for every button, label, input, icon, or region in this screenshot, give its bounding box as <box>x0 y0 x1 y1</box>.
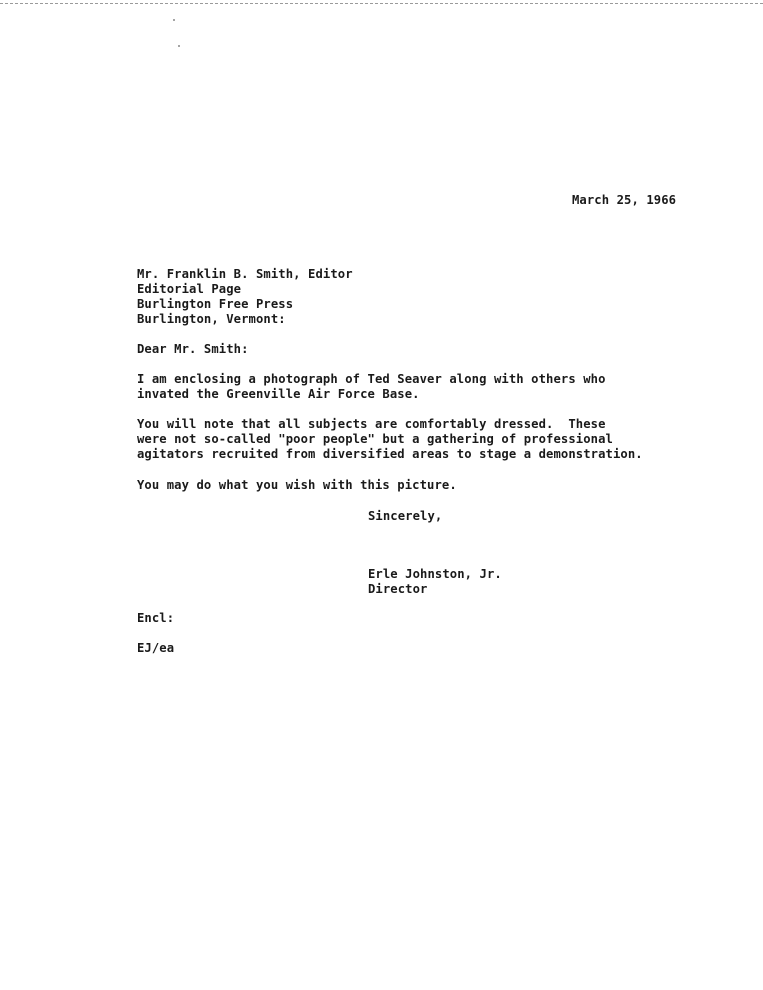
paragraph-1-line-1: I am enclosing a photograph of Ted Seaver along with others who <box>137 372 606 386</box>
letter-date: March 25, 1966 <box>572 193 677 207</box>
reference-initials: EJ/ea <box>137 641 175 655</box>
complimentary-closing: Sincerely, <box>368 509 443 523</box>
paragraph-2-line-1: You will note that all subjects are comfortably dressed. These <box>137 417 606 431</box>
address-line-department: Editorial Page <box>137 282 242 296</box>
enclosure-notation: Encl: <box>137 611 175 625</box>
paper-speck <box>178 45 180 47</box>
address-line-city: Burlington, Vermont: <box>137 312 286 326</box>
address-line-publication: Burlington Free Press <box>137 297 294 311</box>
paragraph-1-line-2: invated the Greenville Air Force Base. <box>137 387 420 401</box>
signer-title: Director <box>368 582 428 596</box>
address-line-name: Mr. Franklin B. Smith, Editor <box>137 267 353 281</box>
page-top-edge <box>0 3 763 4</box>
signer-name: Erle Johnston, Jr. <box>368 567 502 581</box>
paragraph-3: You may do what you wish with this picture. <box>137 478 457 492</box>
salutation: Dear Mr. Smith: <box>137 342 249 356</box>
paper-speck <box>173 19 175 21</box>
paragraph-2-line-3: agitators recruited from diversified areas to stage a demonstration. <box>137 447 643 461</box>
paragraph-2-line-2: were not so-called "poor people" but a gathering of professional <box>137 432 613 446</box>
